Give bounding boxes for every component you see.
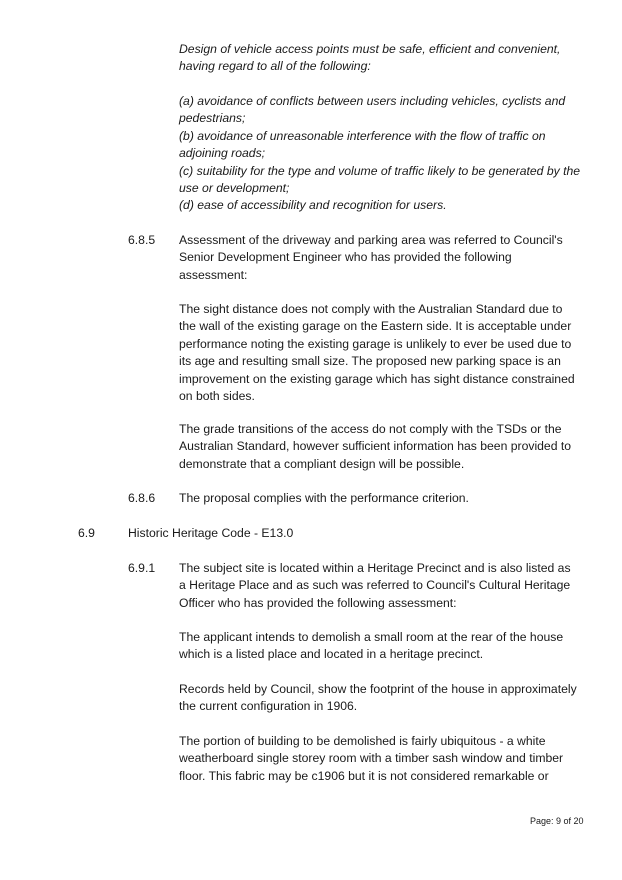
quote-item-c: (c) suitability for the type and volume of traffic likely to be generated by the use or development; (179, 163, 581, 196)
page-number: Page: 9 of 20 (530, 816, 584, 826)
section-number-6-9-1: 6.9.1 (128, 561, 156, 575)
heritage-assessment-para-1: The applicant intends to demolish a small room at the rear of the house which is a listed place and located in a heritage precinct. (179, 630, 564, 662)
engineer-assessment-para-2: The grade transitions of the access do not comply with the TSDs or the Australian Standard, however sufficient information has been provided to demonstrate that a compliant design will be possible. (179, 422, 572, 471)
quoted-criterion (179, 41, 589, 76)
section-number-6-8-6: 6.8.6 (128, 491, 156, 505)
section-text-6-8-5: Assessment of the driveway and parking area was referred to Council's Senior Development Engineer who has provided the following assessment: (179, 233, 563, 282)
section-heading-6-9: Historic Heritage Code - E13.0 (128, 526, 294, 540)
quoted-criterion-list (179, 93, 589, 215)
section-text-6-9-1: The subject site is located within a Heritage Precinct and is also listed as a Heritage Place and as such was referred to Council's Cultural Heritage Officer who has provided the following assessment: (179, 561, 571, 610)
section-text-6-8-6: The proposal complies with the performance criterion. (179, 491, 469, 505)
heritage-assessment-para-2: Records held by Council, show the footprint of the house in approximately the current configuration in 1906. (179, 682, 577, 714)
quote-item-b: (b) avoidance of unreasonable interference with the flow of traffic on adjoining roads; (179, 128, 546, 161)
quote-intro: Design of vehicle access points must be safe, efficient and convenient, having regard to all of the following: (179, 42, 561, 74)
section-number-6-9: 6.9 (78, 526, 95, 540)
quote-item-d: (d) ease of accessibility and recognition for users. (179, 198, 447, 213)
quote-item-a: (a) avoidance of conflicts between users including vehicles, cyclists and pedestrians; (179, 94, 566, 126)
heritage-assessment-para-3: The portion of building to be demolished is fairly ubiquitous - a white weatherboard single storey room with a timber sash window and timber floor. This fabric may be c1906 but it is not considered remarkable or (179, 734, 564, 783)
engineer-assessment-para-1: The sight distance does not comply with the Australian Standard due to the wall of the existing garage on the Eastern side. It is acceptable under performance noting the existing garage is unlikely to ever be used due to its age and resulting small size. The proposed new parking space is an improvement on the existing garage which has sight distance constrained on both sides. (179, 302, 575, 404)
section-number-6-8-5: 6.8.5 (128, 233, 156, 247)
